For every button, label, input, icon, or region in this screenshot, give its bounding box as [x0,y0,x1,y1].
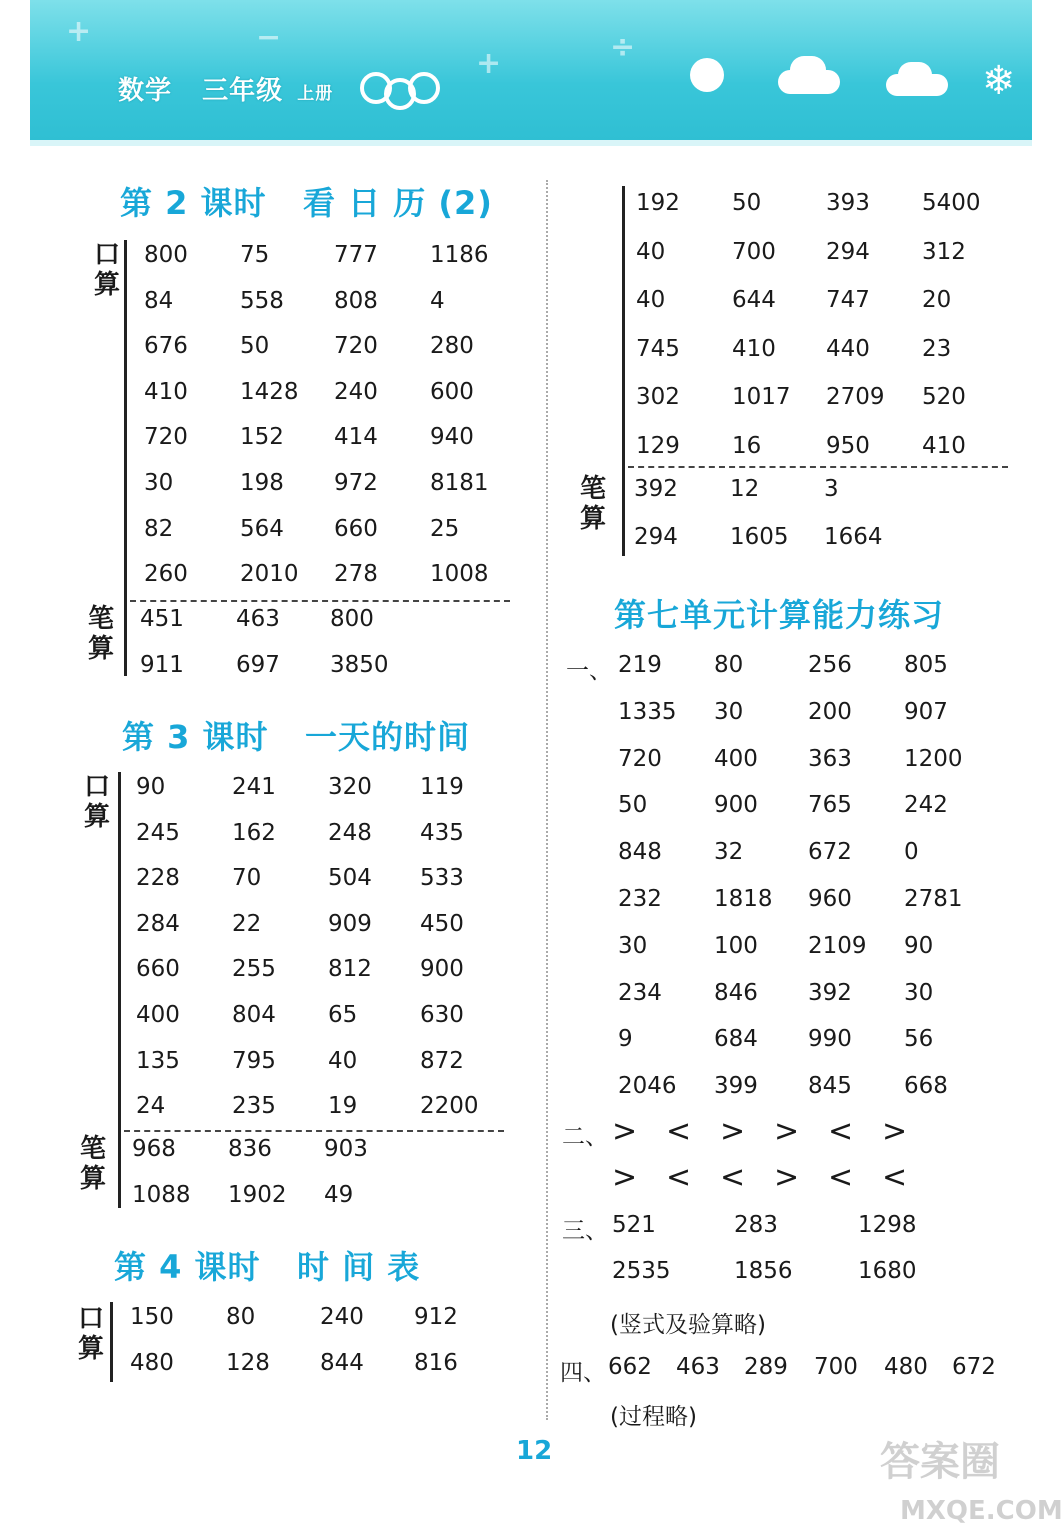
answer-cell: 255 [232,956,276,983]
comparison-symbol: > [774,1114,800,1149]
answer-cell: 40 [636,287,666,314]
answer-cell: 747 [826,287,870,314]
column-divider [546,180,548,1420]
answer-cell: 903 [324,1136,368,1162]
answer-cell: 700 [732,238,776,265]
answer-cell: 410 [144,378,188,405]
lesson4-vline [110,1302,113,1382]
answer-cell: 410 [922,433,966,459]
answer-cell: 400 [136,1002,180,1028]
answer-cell: 451 [140,606,184,632]
answer-cell: 30 [618,932,648,959]
answer-cell: 9 [618,1026,633,1053]
answer-cell: 911 [140,652,184,678]
answer-cell: 745 [636,335,680,362]
answer-cell: 697 [236,652,280,678]
comparison-symbol: > [612,1114,638,1149]
answer-cell: 2109 [808,932,867,959]
answer-cell: 30 [904,979,934,1006]
answer-cell: 228 [136,865,180,892]
lesson3-vline [118,772,121,1208]
answer-cell: 3850 [330,652,389,678]
answer-cell: 3 [824,476,839,502]
lesson4-name: 时 间 表 [296,1248,421,1286]
answer-cell: 912 [414,1304,458,1330]
answer-cell: 50 [240,333,270,360]
answer-cell: 90 [136,774,166,800]
answer-cell: 100 [714,932,758,959]
answer-cell: 128 [226,1350,270,1376]
answer-cell: 32 [714,839,744,866]
answer-cell: 1017 [732,384,791,411]
answer-cell: 410 [732,335,776,362]
answer-cell: 294 [826,238,870,265]
answer-cell: 232 [618,886,662,912]
answer-cell: 256 [808,652,852,678]
comparison-symbol: < [666,1114,692,1149]
unit7-part2-label: 二、 [562,1124,608,1150]
answer-cell: 630 [420,1002,464,1028]
lesson2-oral-label: 口 算 [93,240,120,300]
answer-cell: 1605 [730,524,789,550]
answer-cell: 8181 [430,470,489,496]
plus-decoration-icon: + [66,14,92,49]
answer-cell: 777 [334,242,378,268]
answer-cell: 2781 [904,886,963,912]
answer-cell: 684 [714,1026,758,1053]
answer-cell: 19 [328,1093,358,1120]
lesson2-vline [124,240,127,676]
watermark-url: MXQE.COM [900,1496,1063,1526]
comparison-symbol: > [720,1114,746,1149]
answer-cell: 795 [232,1047,276,1074]
lesson4-title [114,1242,420,1288]
answer-cell: 283 [734,1212,778,1238]
answer-cell: 836 [228,1136,272,1162]
answer-cell: 2200 [420,1093,479,1120]
answer-cell: 990 [808,1026,852,1053]
answer-cell: 278 [334,561,378,588]
answer-cell: 845 [808,1073,852,1100]
answer-cell: 520 [922,384,966,411]
answer-cell: 200 [808,698,852,725]
answer-cell: 720 [144,424,188,451]
answer-cell: 907 [904,698,948,725]
answer-cell: 900 [714,792,758,819]
answer-cell: 2010 [240,561,299,588]
answer-cell: 284 [136,910,180,937]
answer-cell: 521 [612,1212,656,1238]
unit7-part4-note: (过程略) [610,1404,697,1430]
answer-cell: 660 [334,515,378,542]
answer-cell: 234 [618,979,662,1006]
comparison-symbol: < [666,1160,692,1195]
answer-cell: 1856 [734,1258,793,1284]
lesson2-dash-divider [130,600,510,602]
answer-cell: 260 [144,561,188,588]
answer-cell: 240 [334,378,378,405]
answer-cell: 662 [608,1354,652,1380]
answer-cell: 564 [240,515,284,542]
answer-cell: 312 [922,238,966,265]
answer-cell: 960 [808,886,852,912]
lesson3-name: 一天的时间 [304,718,470,756]
answer-cell: 399 [714,1073,758,1100]
snowflake-icon: ❄ [982,58,1016,104]
answer-cell: 248 [328,819,372,846]
minus-decoration-icon: − [256,20,282,55]
watermark-logo: 答案圈 [880,1439,1000,1485]
answer-cell: 440 [826,335,870,362]
answer-cell: 816 [414,1350,458,1376]
answer-cell: 84 [144,287,174,314]
answer-cell: 75 [240,242,270,268]
answer-cell: 950 [826,433,870,459]
answer-cell: 1818 [714,886,773,912]
answer-cell: 4 [430,287,445,314]
answer-cell: 435 [420,819,464,846]
answer-cell: 320 [328,774,372,800]
answer-cell: 22 [232,910,262,937]
answer-cell: 480 [884,1354,928,1380]
answer-cell: 1088 [132,1182,191,1208]
answer-cell: 50 [618,792,648,819]
answer-cell: 242 [904,792,948,819]
answer-cell: 1008 [430,561,489,588]
answer-cell: 20 [922,287,952,314]
lesson3-title [122,712,470,758]
answer-cell: 800 [144,242,188,268]
answer-cell: 644 [732,287,776,314]
comparison-symbol: > [612,1160,638,1195]
answer-cell: 720 [618,745,662,772]
answer-cell: 844 [320,1350,364,1376]
answer-cell: 1298 [858,1212,917,1238]
answer-cell: 812 [328,956,372,983]
answer-cell: 80 [226,1304,256,1330]
answer-cell: 1335 [618,698,677,725]
lesson3-written-label: 笔 算 [79,1134,106,1194]
answer-cell: 289 [744,1354,788,1380]
lesson2-title [120,178,493,224]
answer-cell: 56 [904,1026,934,1053]
answer-cell: 1428 [240,378,299,405]
lesson2-number: 第 2 课时 [120,184,267,222]
lesson4-oral-label: 口 算 [77,1304,104,1364]
lesson3-cont-dash-divider [628,466,1008,468]
answer-cell: 30 [144,470,174,496]
answer-cell: 668 [904,1073,948,1100]
page-number: 12 [516,1436,553,1466]
answer-cell: 672 [952,1354,996,1380]
comparison-symbol: > [882,1114,908,1149]
answer-cell: 12 [730,476,760,502]
unit7-part4-label: 四、 [560,1360,606,1386]
answer-cell: 804 [232,1002,276,1028]
lesson3-oral-label: 口 算 [83,772,110,832]
answer-cell: 940 [430,424,474,451]
answer-cell: 280 [430,333,474,360]
answer-cell: 1186 [430,242,489,268]
unit7-part1-label: 一、 [566,658,612,684]
answer-cell: 463 [236,606,280,632]
answer-cell: 972 [334,470,378,496]
answer-cell: 808 [334,287,378,314]
answer-cell: 720 [334,333,378,360]
answer-cell: 558 [240,287,284,314]
answer-cell: 1200 [904,745,963,772]
answer-cell: 0 [904,839,919,866]
comparison-symbol: < [828,1114,854,1149]
answer-cell: 90 [904,932,934,959]
grade: 三年级 [202,76,284,106]
answer-cell: 2709 [826,384,885,411]
answer-cell: 70 [232,865,262,892]
answer-cell: 302 [636,384,680,411]
answer-cell: 600 [430,378,474,405]
answer-cell: 400 [714,745,758,772]
lesson3-cont-written-label: 笔 算 [579,474,606,534]
answer-cell: 1664 [824,524,883,550]
answer-cell: 241 [232,774,276,800]
answer-cell: 480 [130,1350,174,1376]
answer-cell: 25 [430,515,460,542]
answer-cell: 450 [420,910,464,937]
answer-cell: 392 [808,979,852,1006]
sun-icon [690,58,724,92]
answer-cell: 800 [330,606,374,632]
answer-cell: 49 [324,1182,354,1208]
answer-cell: 82 [144,515,174,542]
answer-cell: 5400 [922,190,981,216]
answer-cell: 245 [136,819,180,846]
unit7-title: 第七单元计算能力练习 [614,596,945,634]
answer-cell: 150 [130,1304,174,1330]
lesson2-name: 看 日 历 (2) [302,184,493,222]
answer-cell: 765 [808,792,852,819]
answer-cell: 40 [636,238,666,265]
answer-cell: 968 [132,1136,176,1162]
answer-cell: 504 [328,865,372,892]
answer-cell: 2046 [618,1073,677,1100]
subject: 数学 [118,76,173,106]
plus-decoration-icon: + [476,46,502,81]
answer-cell: 50 [732,190,762,216]
answer-cell: 676 [144,333,188,360]
answer-cell: 392 [634,476,678,502]
answer-cell: 129 [636,433,680,459]
comparison-symbol: < [720,1160,746,1195]
answer-cell: 24 [136,1093,166,1120]
answer-cell: 672 [808,839,852,866]
answer-cell: 363 [808,745,852,772]
lesson4-number: 第 4 课时 [114,1248,261,1286]
answer-cell: 240 [320,1304,364,1330]
comparison-symbol: > [774,1160,800,1195]
comparison-symbol: < [882,1160,908,1195]
comparison-symbol: < [828,1160,854,1195]
answer-cell: 872 [420,1047,464,1074]
lesson3-dash-divider [124,1130,504,1132]
answer-cell: 848 [618,839,662,866]
answer-cell: 23 [922,335,952,362]
header-banner [30,0,1032,146]
answer-cell: 909 [328,910,372,937]
answer-cell: 463 [676,1354,720,1380]
answer-cell: 805 [904,652,948,678]
answer-cell: 162 [232,819,276,846]
answer-cell: 846 [714,979,758,1006]
volume: 上册 [297,84,334,104]
answer-cell: 660 [136,956,180,983]
answer-cell: 119 [420,774,464,800]
answer-cell: 235 [232,1093,276,1120]
answer-cell: 294 [634,524,678,550]
rings-icon [360,70,440,106]
unit7-part3-label: 三、 [562,1218,608,1244]
answer-cell: 414 [334,424,378,451]
answer-cell: 1680 [858,1258,917,1284]
answer-cell: 65 [328,1002,358,1028]
answer-cell: 2535 [612,1258,671,1284]
answer-cell: 198 [240,470,284,496]
answer-cell: 219 [618,652,662,678]
answer-cell: 900 [420,956,464,983]
header-title [118,70,333,107]
lesson2-written-label: 笔 算 [87,604,114,664]
answer-cell: 700 [814,1354,858,1380]
answer-cell: 192 [636,190,680,216]
answer-cell: 40 [328,1047,358,1074]
answer-cell: 80 [714,652,744,678]
answer-cell: 152 [240,424,284,451]
answer-cell: 135 [136,1047,180,1074]
answer-cell: 533 [420,865,464,892]
answer-cell: 1902 [228,1182,287,1208]
divide-decoration-icon: ÷ [610,30,636,65]
unit7-part3-note: (竖式及验算略) [610,1312,766,1338]
answer-cell: 16 [732,433,762,459]
answer-cell: 30 [714,698,744,725]
lesson3-cont-vline [622,186,625,556]
answer-cell: 393 [826,190,870,216]
lesson3-number: 第 3 课时 [122,718,269,756]
